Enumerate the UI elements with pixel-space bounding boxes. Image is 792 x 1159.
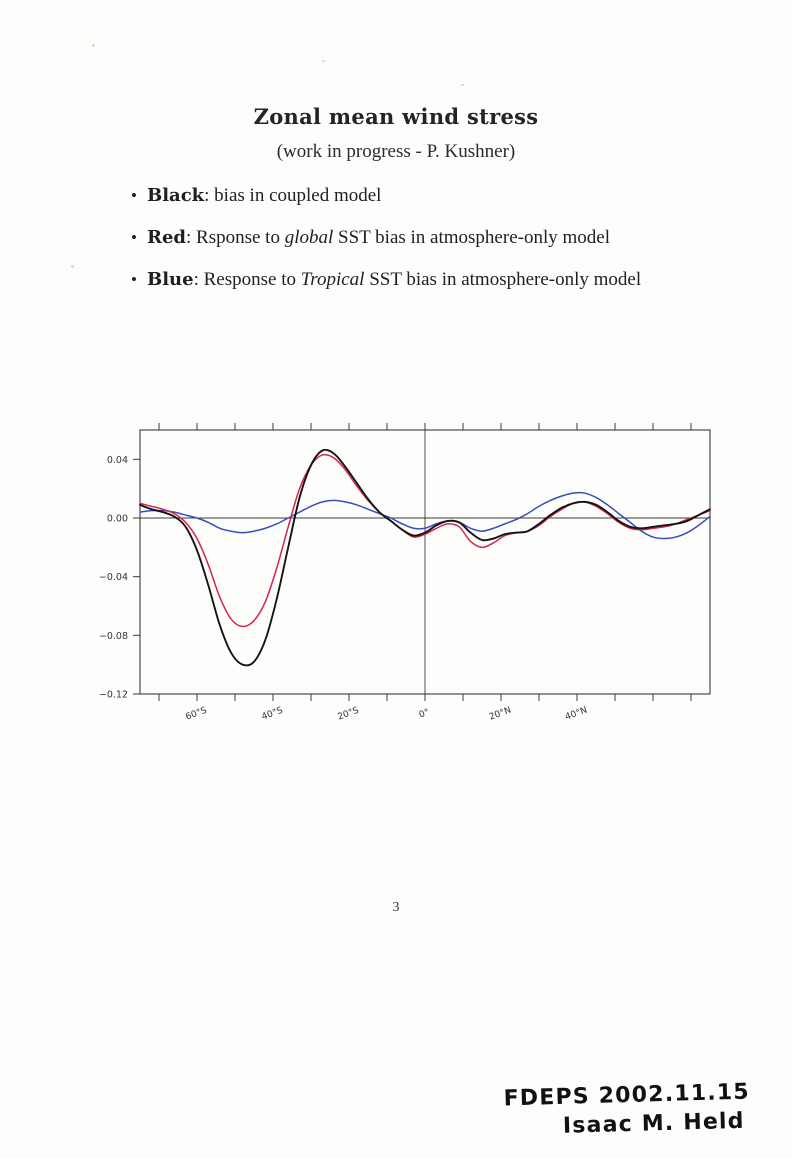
list-item [131, 182, 691, 210]
y-axis-tick-label: −0.12 [98, 689, 128, 701]
x-axis-tick-label: 60°S [184, 705, 209, 723]
x-axis-tick-label: 0° [417, 707, 431, 721]
handwritten-annotation [503, 1080, 751, 1141]
x-axis-tick-label: 40°S [260, 705, 285, 723]
bullet-list [131, 182, 691, 308]
annotation-line-1: FDEPS 2002.11.15 [502, 1079, 750, 1112]
scan-speck [461, 84, 464, 86]
scan-speck [71, 265, 74, 268]
bullet-text [147, 182, 691, 210]
bullet-emphasis: Tropical [300, 269, 365, 290]
bullet-rest: : Rsponse to [186, 227, 285, 248]
bullet-lead: Black [147, 185, 205, 206]
page-number: 3 [392, 900, 400, 915]
y-axis-tick-label: 0.00 [106, 513, 128, 525]
x-axis-tick-label: 20°S [336, 705, 361, 723]
bullet-text [147, 224, 691, 252]
bullet-marker: • [131, 270, 137, 289]
chart-svg [62, 404, 722, 754]
bullet-marker: • [131, 186, 137, 205]
page-title: Zonal mean wind stress [253, 104, 539, 129]
bullet-marker: • [131, 228, 137, 247]
bullet-lead: Red [147, 227, 186, 248]
y-axis-tick-label: 0.04 [106, 454, 128, 466]
bullet-rest: : bias in coupled model [204, 185, 382, 206]
list-item [131, 224, 691, 252]
x-axis-tick-label: 20°N [487, 705, 513, 723]
x-axis-tick-label: 40°N [563, 705, 589, 723]
bullet-emphasis: global [284, 227, 334, 248]
y-axis-tick-label: −0.04 [98, 572, 128, 584]
annotation-line-2: Isaac M. Held [562, 1108, 745, 1139]
list-item [131, 266, 691, 294]
scan-speck [322, 60, 325, 62]
bullet-tail: SST bias in atmosphere-only model [364, 269, 642, 290]
zonal-mean-wind-stress-chart [62, 404, 722, 754]
bullet-tail: SST bias in atmosphere-only model [333, 227, 610, 248]
scan-speck [92, 44, 95, 47]
y-axis-tick-label: −0.08 [98, 630, 128, 642]
page-subtitle: (work in progress - P. Kushner) [276, 141, 516, 162]
bullet-lead: Blue [147, 269, 194, 290]
bullet-text [147, 266, 691, 294]
bullet-rest: : Response to [193, 269, 301, 290]
